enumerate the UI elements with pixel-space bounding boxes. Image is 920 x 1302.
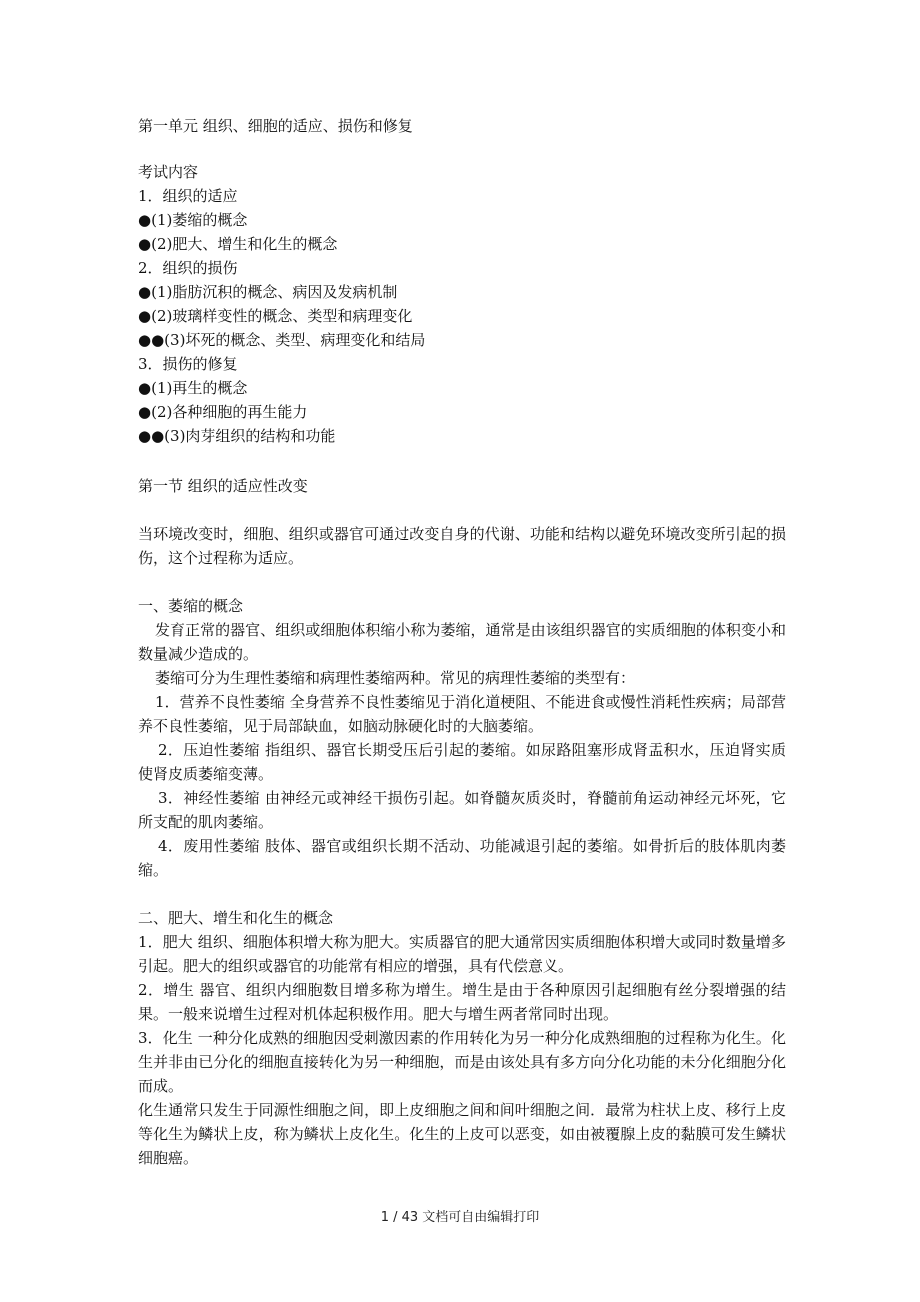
outline-item: ●●(3)坏死的概念、类型、病理变化和结局 (138, 331, 426, 349)
outline-item: 1．组织的适应 (138, 187, 238, 205)
section-title: 第一节 组织的适应性改变 (138, 477, 308, 495)
atrophy-types: 萎缩可分为生理性萎缩和病理性萎缩两种。常见的病理性萎缩的类型有： (155, 669, 636, 687)
outline-item: ●(2)玻璃样变性的概念、类型和病理变化 (138, 307, 413, 325)
metaplasia-note: 化生通常只发生于同源性细胞之间，即上皮细胞之间和间叶细胞之间．最常为柱状上皮、移行上皮等化生为鳞状上皮，称为鳞状上皮化生。化生的上皮可以恶变，如由被覆腺上皮的黏膜可发生鳞状细胞癌。 (138, 1101, 786, 1167)
atrophy-definition: 发育正常的器官、组织或细胞体积缩小称为萎缩，通常是由该组织器官的实质细胞的体积变小和数量减少造成的。 (138, 621, 786, 663)
outline-item: 3．损伤的修复 (138, 355, 238, 373)
exam-content-heading: 考试内容 (138, 163, 199, 181)
outline-item: ●(1)脂肪沉积的概念、病因及发病机制 (138, 283, 398, 301)
intro-paragraph: 当环境改变时，细胞、组织或器官可通过改变自身的代谢、功能和结构以避免环境改变所引起的损伤，这个过程称为适应。 (138, 525, 786, 567)
unit-title: 第一单元 组织、细胞的适应、损伤和修复 (138, 117, 413, 135)
atrophy-item: 1．营养不良性萎缩 全身营养不良性萎缩见于消化道梗阻、不能进食或慢性消耗性疾病；局部营养不良性萎缩，见于局部缺血，如脑动脉硬化时的大脑萎缩。 (138, 693, 786, 735)
page-footer: 1 / 43 文档可自由编辑打印 (380, 1210, 540, 1225)
outline-item: ●(2)肥大、增生和化生的概念 (138, 235, 338, 253)
atrophy-item: 4．废用性萎缩 肢体、器官或组织长期不活动、功能减退引起的萎缩。如骨折后的肢体肌肉萎缩。 (138, 837, 786, 879)
outline-item: 2．组织的损伤 (138, 259, 238, 277)
atrophy-heading: 一、萎缩的概念 (138, 597, 244, 615)
outline-item: ●(1)萎缩的概念 (138, 211, 248, 229)
outline-item: ●(2)各种细胞的再生能力 (138, 403, 308, 421)
atrophy-item: 3．神经性萎缩 由神经元或神经干损伤引起。如脊髓灰质炎时，脊髓前角运动神经元坏死，它所支配的肌肉萎缩。 (138, 789, 786, 831)
hyperplasia-item: 1．肥大 组织、细胞体积增大称为肥大。实质器官的肥大通常因实质细胞体积增大或同时数量增多引起。肥大的组织或器官的功能常有相应的增强，具有代偿意义。 (138, 933, 786, 975)
atrophy-item: 2．压迫性萎缩 指组织、器官长期受压后引起的萎缩。如尿路阻塞形成肾盂积水，压迫肾实质使肾皮质萎缩变薄。 (138, 741, 786, 783)
outline-item: ●●(3)肉芽组织的结构和功能 (138, 427, 336, 445)
hyperplasia-item: 2．增生 器官、组织内细胞数目增多称为增生。增生是由于各种原因引起细胞有丝分裂增强的结果。一般来说增生过程对机体起积极作用。肥大与增生两者常同时出现。 (138, 981, 786, 1023)
hyperplasia-heading: 二、肥大、增生和化生的概念 (138, 909, 334, 927)
outline-item: ●(1)再生的概念 (138, 379, 248, 397)
metaplasia-item: 3．化生 一种分化成熟的细胞因受刺激因素的作用转化为另一种分化成熟细胞的过程称为化生。化生并非由已分化的细胞直接转化为另一种细胞，而是由该处具有多方向分化功能的未分化细胞分化而成。 (138, 1029, 786, 1095)
